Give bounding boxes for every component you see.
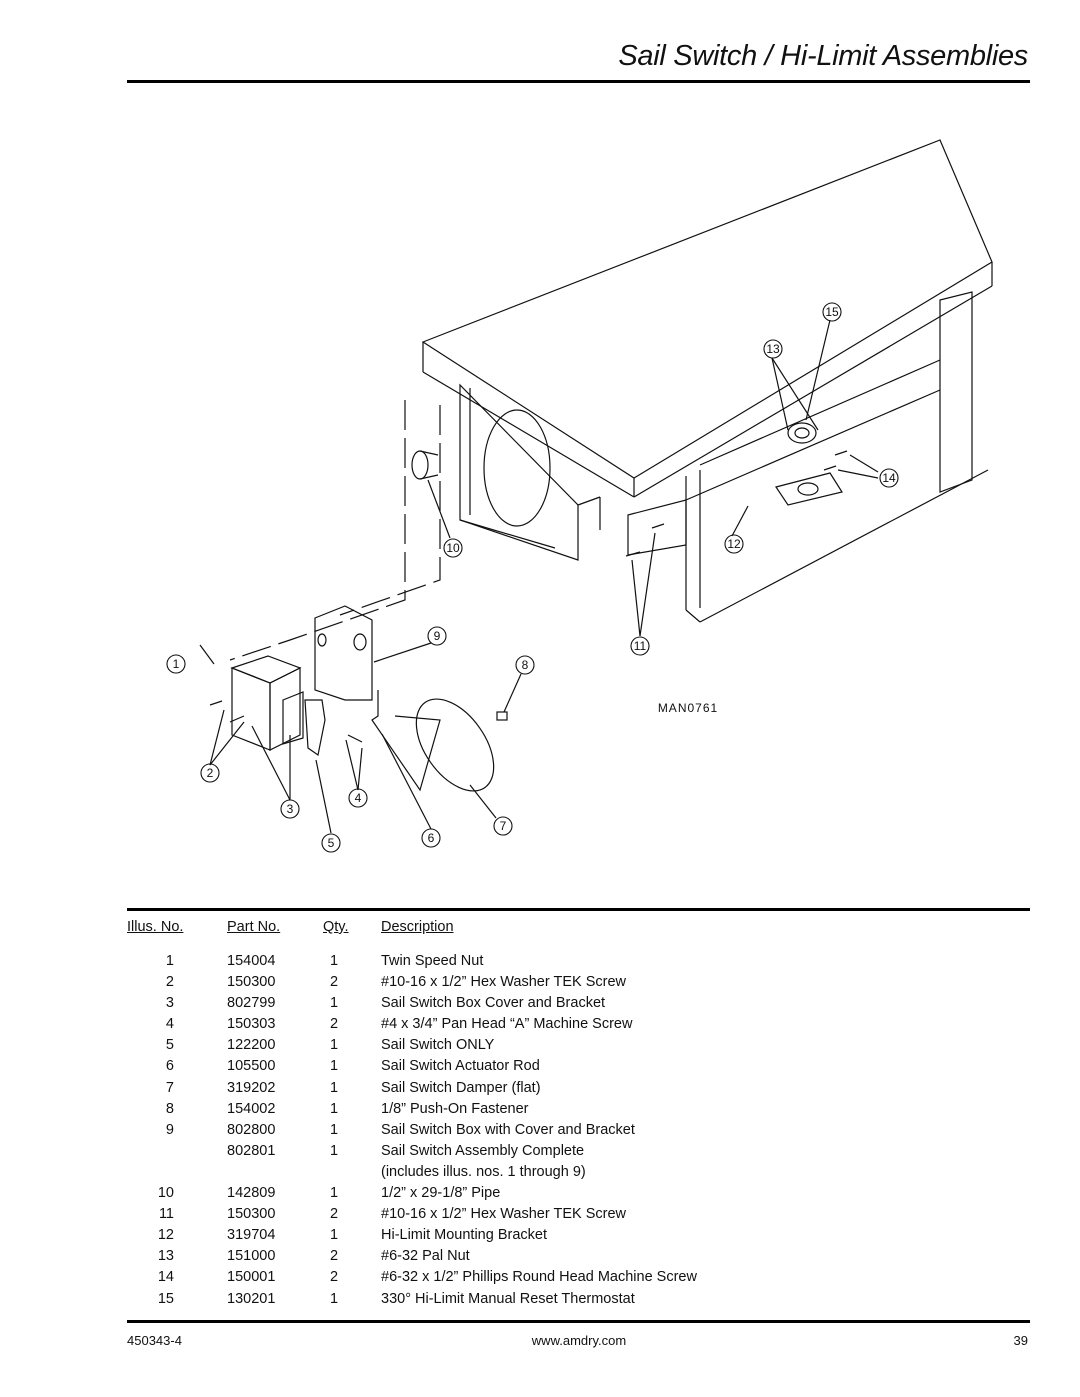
cell-illus-no: 15 bbox=[157, 1290, 174, 1307]
cell-part-no: 319202 bbox=[227, 1079, 276, 1096]
cell-illus-no: 12 bbox=[157, 1227, 174, 1244]
table-row bbox=[127, 1058, 1030, 1079]
cell-qty: 1 bbox=[330, 1121, 339, 1138]
table-row bbox=[127, 953, 1030, 974]
cell-part-no: 151000 bbox=[227, 1248, 276, 1265]
cell-qty: 2 bbox=[330, 1269, 339, 1286]
header-part-no: Part No. bbox=[227, 919, 281, 935]
callout-5-label: 5 bbox=[327, 836, 335, 850]
cell-description: 330° Hi-Limit Manual Reset Thermostat bbox=[381, 1290, 635, 1307]
table-row bbox=[127, 1227, 1030, 1248]
cell-description: 1/2” x 29-1/8” Pipe bbox=[381, 1185, 501, 1202]
parts-table bbox=[127, 953, 1030, 1312]
cell-part-no: 105500 bbox=[227, 1058, 276, 1075]
cell-illus-no: 9 bbox=[165, 1121, 174, 1138]
cell-illus-no: 6 bbox=[165, 1058, 174, 1075]
cell-description: Sail Switch Box with Cover and Bracket bbox=[381, 1121, 635, 1138]
table-row bbox=[127, 995, 1030, 1016]
cell-illus-no: 11 bbox=[158, 1206, 174, 1223]
cell-description: Hi-Limit Mounting Bracket bbox=[381, 1227, 547, 1244]
cell-qty: 1 bbox=[330, 1100, 339, 1117]
table-row bbox=[127, 1122, 1030, 1143]
cell-part-no: 802799 bbox=[227, 995, 276, 1012]
cell-part-no: 150300 bbox=[227, 1206, 276, 1223]
cell-part-no: 802801 bbox=[227, 1142, 276, 1159]
cell-illus-no: 14 bbox=[157, 1269, 174, 1286]
table-row bbox=[127, 1080, 1030, 1101]
cell-part-no: 150300 bbox=[227, 974, 276, 991]
doc-number: 450343-4 bbox=[127, 1333, 182, 1348]
callout-6-label: 6 bbox=[427, 831, 435, 845]
cell-description: Sail Switch ONLY bbox=[381, 1037, 495, 1054]
callout-4-label: 4 bbox=[354, 791, 362, 805]
cell-illus-no: 1 bbox=[165, 953, 174, 969]
cell-illus-no: 8 bbox=[165, 1100, 174, 1117]
table-row bbox=[127, 1101, 1030, 1122]
cell-illus-no: 13 bbox=[157, 1248, 174, 1265]
cell-description: Sail Switch Damper (flat) bbox=[381, 1079, 541, 1096]
callout-11-label: 11 bbox=[633, 639, 647, 653]
table-row bbox=[127, 1206, 1030, 1227]
cell-description: #6-32 Pal Nut bbox=[381, 1248, 470, 1265]
callout-7-label: 7 bbox=[499, 819, 507, 833]
table-row bbox=[127, 1248, 1030, 1269]
table-row bbox=[127, 1037, 1030, 1058]
cabinet-lid bbox=[423, 140, 992, 478]
cell-qty: 2 bbox=[330, 1016, 339, 1033]
table-row bbox=[127, 974, 1030, 995]
table-row bbox=[127, 1269, 1030, 1290]
cell-illus-no: 4 bbox=[165, 1016, 174, 1033]
cell-part-no: 122200 bbox=[227, 1037, 276, 1054]
cell-illus-no: 3 bbox=[165, 995, 174, 1012]
cell-description: 1/8” Push-On Fastener bbox=[381, 1100, 529, 1117]
cell-qty: 1 bbox=[330, 1079, 339, 1096]
table-row bbox=[127, 1291, 1030, 1312]
drawing-code: MAN0761 bbox=[657, 701, 719, 715]
cell-description: #4 x 3/4” Pan Head “A” Machine Screw bbox=[381, 1016, 633, 1033]
parts-diagram bbox=[127, 92, 1030, 892]
callout-2-label: 2 bbox=[206, 766, 214, 780]
page-number: 39 bbox=[1013, 1333, 1028, 1348]
cell-illus-no: 2 bbox=[165, 974, 174, 991]
cell-description: Sail Switch Actuator Rod bbox=[381, 1058, 540, 1075]
callout-8-label: 8 bbox=[521, 658, 529, 672]
cell-illus-no: 5 bbox=[165, 1037, 174, 1054]
header-qty: Qty. bbox=[323, 919, 349, 935]
callout-9-label: 9 bbox=[433, 629, 441, 643]
page-title: Sail Switch / Hi-Limit Assemblies bbox=[618, 40, 1028, 72]
table-bottom-rule bbox=[127, 1320, 1030, 1323]
callout-10-label: 10 bbox=[446, 541, 460, 555]
cell-qty: 1 bbox=[330, 953, 339, 969]
cell-qty: 1 bbox=[330, 1142, 339, 1159]
table-top-rule bbox=[127, 908, 1030, 911]
cell-description: (includes illus. nos. 1 through 9) bbox=[381, 1163, 586, 1180]
cell-description: #10-16 x 1/2” Hex Washer TEK Screw bbox=[381, 1206, 626, 1223]
cell-qty: 1 bbox=[330, 1227, 339, 1244]
table-row bbox=[127, 1164, 1030, 1185]
cell-part-no: 154002 bbox=[227, 1100, 276, 1117]
cell-qty: 1 bbox=[330, 1290, 339, 1307]
callout-13-label: 13 bbox=[766, 342, 780, 356]
callout-15-label: 15 bbox=[825, 305, 839, 319]
cell-illus-no: 10 bbox=[157, 1185, 174, 1202]
table-row bbox=[127, 1016, 1030, 1037]
cell-qty: 2 bbox=[330, 1248, 339, 1265]
callout-12-label: 12 bbox=[727, 537, 741, 551]
cell-qty: 1 bbox=[330, 995, 339, 1012]
cell-qty: 1 bbox=[330, 1185, 339, 1202]
callout-3-label: 3 bbox=[286, 802, 294, 816]
cell-part-no: 319704 bbox=[227, 1227, 276, 1244]
cell-qty: 2 bbox=[330, 1206, 339, 1223]
cell-part-no: 142809 bbox=[227, 1185, 276, 1202]
cell-description: #10-16 x 1/2” Hex Washer TEK Screw bbox=[381, 974, 626, 991]
website: www.amdry.com bbox=[531, 1333, 627, 1348]
cell-description: #6-32 x 1/2” Phillips Round Head Machine Screw bbox=[381, 1269, 697, 1286]
cell-part-no: 802800 bbox=[227, 1121, 276, 1138]
cell-description: Sail Switch Assembly Complete bbox=[381, 1142, 585, 1159]
callout-1-label: 1 bbox=[172, 657, 180, 671]
cell-qty: 2 bbox=[330, 974, 339, 991]
cell-part-no: 150303 bbox=[227, 1016, 276, 1033]
cell-qty: 1 bbox=[330, 1037, 339, 1054]
cell-description: Sail Switch Box Cover and Bracket bbox=[381, 995, 606, 1012]
cell-part-no: 150001 bbox=[227, 1269, 276, 1286]
cell-part-no: 130201 bbox=[227, 1290, 276, 1307]
callout-14-label: 14 bbox=[882, 471, 896, 485]
cell-illus-no: 7 bbox=[165, 1079, 174, 1096]
table-row bbox=[127, 1185, 1030, 1206]
header-description: Description bbox=[381, 919, 454, 935]
cell-part-no: 154004 bbox=[227, 953, 276, 969]
header-rule bbox=[127, 80, 1030, 83]
header-illus-no: Illus. No. bbox=[127, 919, 184, 935]
table-row bbox=[127, 1143, 1030, 1164]
cell-description: Twin Speed Nut bbox=[381, 953, 484, 969]
cell-qty: 1 bbox=[330, 1058, 339, 1075]
